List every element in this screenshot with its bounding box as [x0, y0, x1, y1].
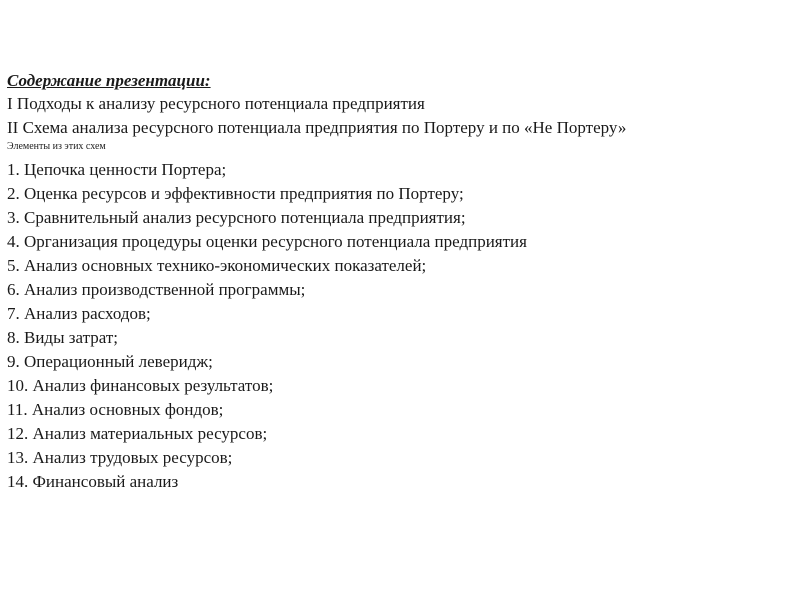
list-item: 3. Сравнительный анализ ресурсного потенциала предприятия; [7, 208, 466, 227]
contents-title: Содержание презентации: [7, 71, 211, 90]
list-item: 12. Анализ материальных ресурсов; [7, 424, 268, 443]
list-item: 5. Анализ основных технико-экономических показателей; [7, 256, 427, 275]
list-item: 1. Цепочка ценности Портера; [7, 160, 227, 179]
list-item: 6. Анализ производственной программы; [7, 280, 306, 299]
list-item: 8. Виды затрат; [7, 328, 118, 347]
elements-note: Элементы из этих схем [7, 141, 106, 152]
list-item: 10. Анализ финансовых результатов; [7, 376, 274, 395]
list-item: 14. Финансовый анализ [7, 472, 179, 491]
list-item: 11. Анализ основных фондов; [7, 400, 224, 419]
list-item: 2. Оценка ресурсов и эффективности предприятия по Портеру; [7, 184, 464, 203]
list-item: 13. Анализ трудовых ресурсов; [7, 448, 233, 467]
contents-list [7, 158, 793, 494]
list-item: 7. Анализ расходов; [7, 304, 151, 323]
list-item: 9. Операционный леверидж; [7, 352, 213, 371]
list-item: 4. Организация процедуры оценки ресурсного потенциала предприятия [7, 232, 527, 251]
slide-content [7, 70, 793, 494]
section-2: II Схема анализа ресурсного потенциала предприятия по Портеру и по «Не Портеру» [7, 118, 627, 137]
section-1: I Подходы к анализу ресурсного потенциала предприятия [7, 94, 425, 113]
